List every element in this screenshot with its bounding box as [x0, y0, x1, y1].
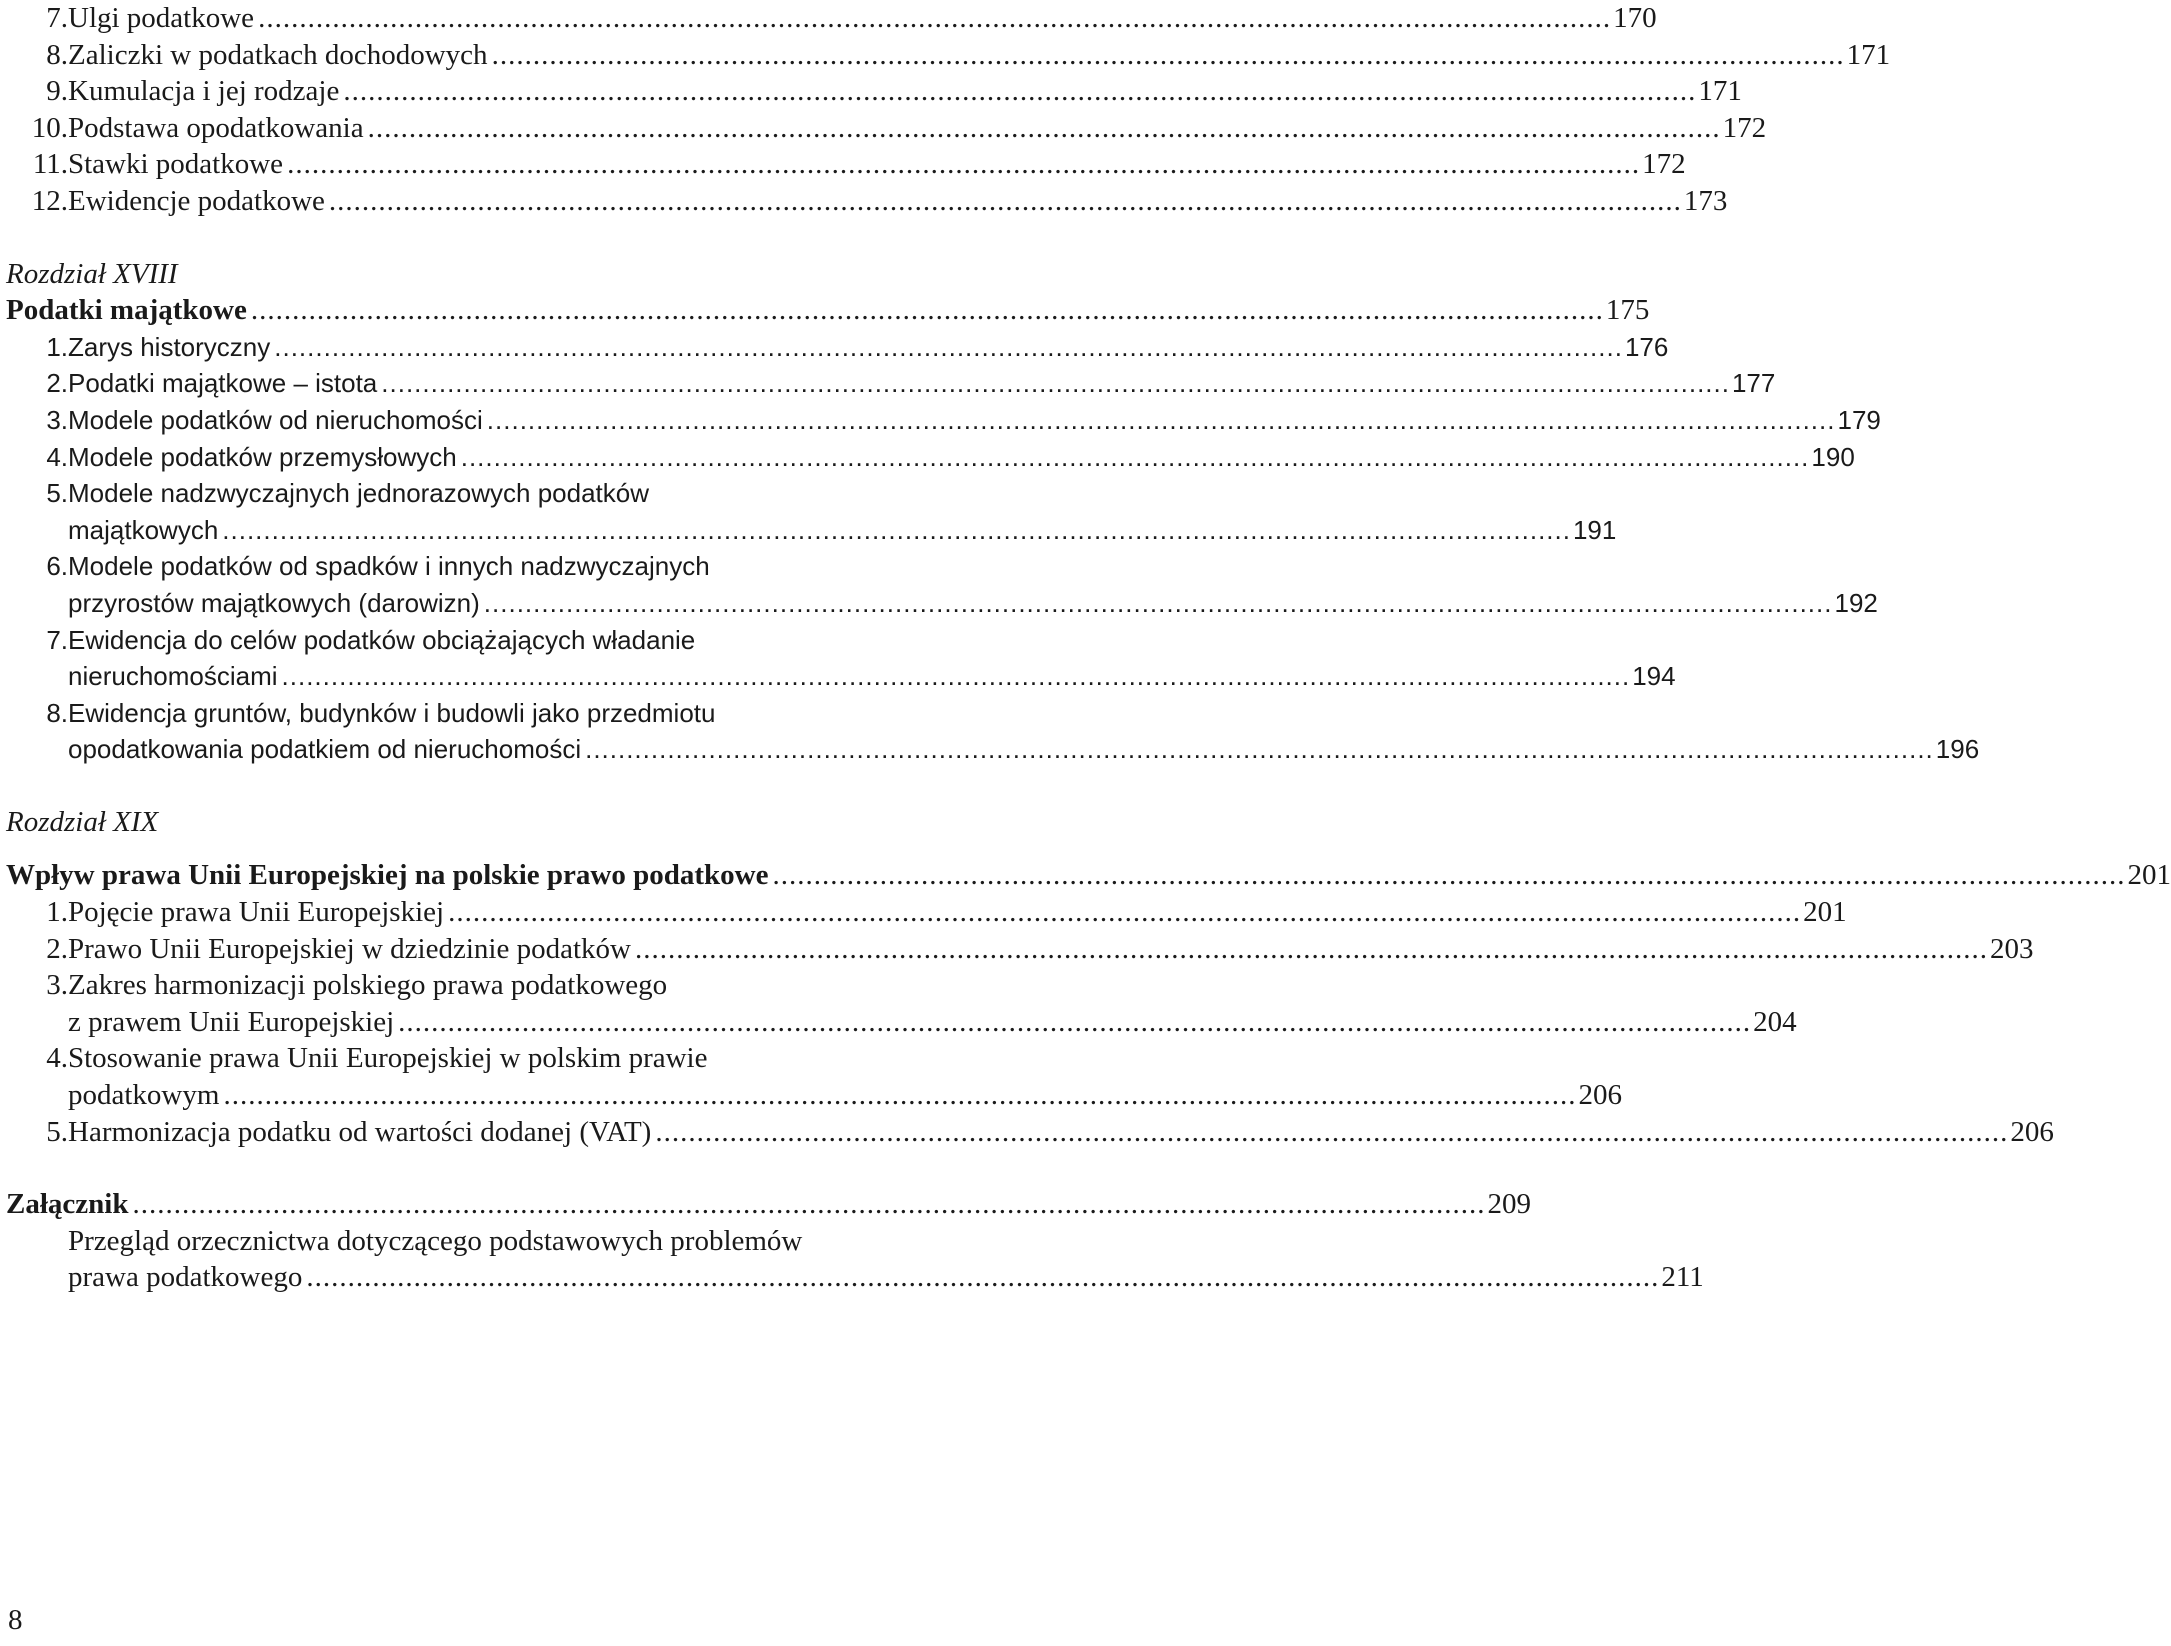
entry-number: 8. — [46, 38, 68, 71]
leader-dots: .................................................................................................................................................................... — [250, 294, 1604, 327]
entry-title-line1: Modele podatków od spadków i innych nadzwyczajnych — [68, 551, 710, 582]
entry-page: 171 — [1846, 38, 1891, 71]
entry-title: Stawki podatkowe — [68, 148, 284, 181]
page-number: 8 — [8, 1604, 23, 1636]
entry-title: Modele podatków od nieruchomości — [68, 404, 483, 435]
toc-entry — [6, 73, 1742, 110]
toc-entry — [6, 439, 1855, 476]
leader-dots: .................................................................................................................................................................... — [585, 734, 1934, 765]
entry-title-line2: przyrostów majątkowych (darowizn) — [68, 587, 480, 618]
toc-entry-line1 — [6, 1040, 912, 1077]
entry-page: 203 — [1989, 932, 2034, 965]
leader-dots: .................................................................................................................................................................... — [381, 368, 1730, 399]
leader-dots: .................................................................................................................................................................... — [367, 111, 1721, 144]
entry-title: Modele podatków przemysłowych — [68, 441, 457, 472]
leader-dots: .................................................................................................................................................................... — [483, 587, 1833, 618]
entry-title-line1: Przegląd orzecznictwa dotyczącego podstawowych problemów — [68, 1224, 803, 1257]
leader-dots: .................................................................................................................................................................... — [634, 932, 1988, 965]
entry-page: 173 — [1683, 184, 1728, 217]
annex-entry — [6, 1186, 1531, 1223]
leader-dots: .................................................................................................................................................................... — [328, 184, 1682, 217]
entry-title-line1: Modele nadzwyczajnych jednorazowych podatków — [68, 478, 649, 509]
toc-entry-line1 — [6, 695, 912, 732]
entry-page: 211 — [1661, 1261, 1704, 1294]
table-of-contents — [6, 0, 2171, 1296]
leader-dots: .................................................................................................................................................................... — [655, 1115, 2009, 1148]
entry-title-line2: nieruchomościami — [68, 661, 278, 692]
entry-title-line1: Ewidencja gruntów, budynków i budowli jako przedmiotu — [68, 697, 716, 728]
toc-entry — [6, 37, 1891, 74]
entry-number: 2. — [46, 932, 68, 965]
entry-number: 11. — [32, 148, 68, 181]
entry-number: 4. — [46, 1042, 68, 1075]
leader-dots: .................................................................................................................................................................... — [258, 2, 1612, 34]
entry-title-line1: Zakres harmonizacji polskiego prawa podatkowego — [68, 969, 668, 1002]
chapter-title: Podatki majątkowe — [6, 294, 247, 327]
toc-entry — [6, 931, 2034, 968]
toc-entry-line2 — [6, 731, 1980, 768]
leader-dots: .................................................................................................................................................................... — [222, 514, 1571, 545]
entry-number: 5. — [46, 1115, 68, 1148]
entry-title-line2: majątkowych — [68, 514, 219, 545]
entry-title: Podstawa opodatkowania — [68, 111, 364, 144]
toc-entry — [6, 1114, 2054, 1151]
entry-title: Zaliczki w podatkach dochodowych — [68, 38, 488, 71]
entry-title-line2: podatkowym — [68, 1079, 220, 1112]
toc-entry-line2 — [6, 1004, 1797, 1041]
entry-number: 12. — [31, 184, 68, 217]
leader-dots: .................................................................................................................................................................... — [460, 441, 1810, 472]
toc-entry — [6, 894, 1847, 931]
entry-number: 1. — [46, 896, 68, 929]
entry-title: Zarys historyczny — [68, 331, 271, 362]
leader-dots: .................................................................................................................................................................... — [343, 75, 1697, 108]
entry-page: 170 — [1613, 2, 1657, 34]
entry-number: 7. — [46, 624, 68, 655]
entry-number: 6. — [46, 551, 68, 582]
leader-dots: .................................................................................................................................................................... — [398, 1005, 1752, 1038]
toc-entry — [6, 329, 1669, 366]
toc-entry — [6, 365, 1776, 402]
entry-title-line2: opodatkowania podatkiem od nieruchomości — [68, 734, 582, 765]
entry-number: 7. — [46, 2, 68, 34]
entry-page: 201 — [1803, 896, 1847, 929]
entry-page: 179 — [1837, 404, 1881, 435]
toc-entry — [6, 110, 1767, 147]
entry-number: 1. — [46, 331, 68, 362]
entry-title-line1: Stosowanie prawa Unii Europejskiej w polskim prawie — [68, 1042, 708, 1075]
leader-dots: .................................................................................................................................................................... — [486, 404, 1836, 435]
entry-page: 206 — [2010, 1115, 2054, 1148]
leader-dots: .................................................................................................................................................................... — [306, 1261, 1660, 1294]
entry-page: 177 — [1731, 368, 1776, 399]
leader-dots: .................................................................................................................................................................... — [287, 148, 1641, 181]
entry-number: 10. — [31, 111, 68, 144]
entry-page: 190 — [1811, 441, 1855, 472]
leader-dots: .................................................................................................................................................................... — [132, 1188, 1486, 1221]
toc-entry-line2 — [6, 512, 1617, 549]
entry-page: 196 — [1935, 734, 1980, 765]
entry-number: 8. — [46, 697, 68, 728]
leader-dots: .................................................................................................................................................................... — [772, 859, 2126, 892]
entry-title-line2: prawa podatkowego — [68, 1261, 303, 1294]
entry-page: 175 — [1605, 294, 1650, 327]
entry-page: 194 — [1632, 661, 1676, 692]
toc-entry-line1 — [6, 475, 912, 512]
toc-entry — [6, 183, 1728, 220]
toc-entry-line1 — [6, 967, 912, 1004]
entry-page: 176 — [1624, 331, 1669, 362]
entry-page: 171 — [1698, 75, 1742, 108]
entry-page: 206 — [1578, 1079, 1622, 1112]
chapter-label: Rozdział XIX — [6, 805, 159, 838]
leader-dots: .................................................................................................................................................................... — [223, 1079, 1577, 1112]
toc-entry-line2 — [6, 1077, 1622, 1114]
entry-number: 2. — [46, 368, 68, 399]
entry-title-line1: Ewidencja do celów podatków obciążających władanie — [68, 624, 696, 655]
entry-title: Harmonizacja podatku od wartości dodanej (VAT) — [68, 1115, 652, 1148]
entry-page: 204 — [1753, 1005, 1797, 1038]
entry-page: 209 — [1487, 1188, 1531, 1221]
annex-title: Załącznik — [6, 1188, 129, 1221]
toc-entry-line2 — [6, 1259, 1704, 1296]
entry-number: 5. — [46, 478, 68, 509]
chapter-title-entry — [6, 857, 2171, 894]
entry-title: Pojęcie prawa Unii Europejskiej — [68, 896, 445, 929]
entry-page: 192 — [1834, 587, 1878, 618]
entry-page: 172 — [1722, 111, 1767, 144]
toc-entry-line2 — [6, 585, 1878, 622]
entry-page: 172 — [1642, 148, 1686, 181]
entry-title: Ulgi podatkowe — [68, 2, 255, 34]
leader-dots: .................................................................................................................................................................... — [491, 38, 1845, 71]
entry-number: 9. — [46, 75, 68, 108]
entry-page: 191 — [1572, 514, 1617, 545]
toc-entry — [6, 0, 1657, 37]
entry-number: 3. — [46, 404, 68, 435]
toc-entry — [6, 402, 1881, 439]
toc-entry-line1 — [6, 548, 912, 585]
entry-title: Podatki majątkowe – istota — [68, 368, 378, 399]
entry-title: Kumulacja i jej rodzaje — [68, 75, 340, 108]
chapter-label: Rozdział XVIII — [6, 257, 178, 290]
chapter-title-entry — [6, 292, 1650, 329]
chapter-title: Wpływ prawa Unii Europejskiej na polskie prawo podatkowe — [6, 859, 769, 892]
toc-entry-line1 — [6, 622, 912, 659]
leader-dots: .................................................................................................................................................................... — [274, 331, 1623, 362]
entry-title: Prawo Unii Europejskiej w dziedzinie podatków — [68, 932, 631, 965]
entry-title: Ewidencje podatkowe — [68, 184, 325, 217]
toc-entry — [6, 146, 1686, 183]
leader-dots: .................................................................................................................................................................... — [281, 661, 1631, 692]
entry-page: 201 — [2127, 859, 2171, 892]
entry-title-line2: z prawem Unii Europejskiej — [68, 1005, 395, 1038]
entry-number: 4. — [46, 441, 68, 472]
entry-number: 3. — [46, 969, 68, 1002]
toc-entry-line1 — [6, 1223, 912, 1260]
toc-entry-line2 — [6, 658, 1676, 695]
leader-dots: .................................................................................................................................................................... — [448, 896, 1802, 929]
